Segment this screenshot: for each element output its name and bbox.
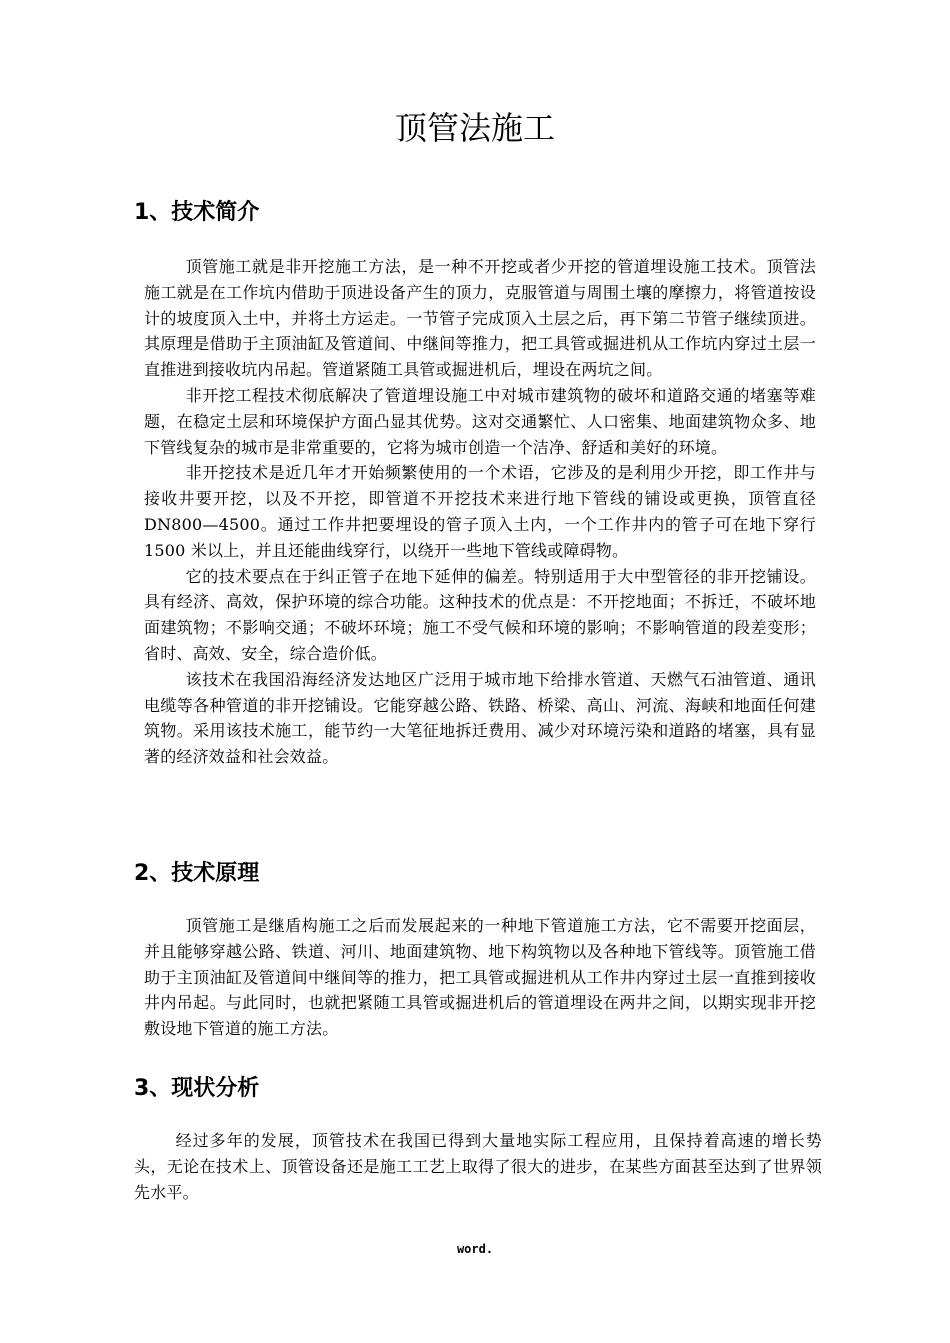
paragraph: 顶管施工就是非开挖施工方法，是一种不开挖或者少开挖的管道埋设施工技术。顶管法施工就是在工作坑内借助于顶进设备产生的顶力，克服管道与周围土壤的摩擦力，将管道按设计的坡度顶入土中，并将土方运走。一节管子完成顶入土层之后，再下第二节管子继续顶进。其原理是借助于主顶油缸及管道间、中继间等推力，把工具管或掘进机从工作坑内穿过土层一直推进到接收坑内吊起。管道紧随工具管或掘进机后，埋设在两坑之间。 <box>144 257 816 380</box>
document-title: 顶管法施工 <box>394 109 555 147</box>
paragraph: 该技术在我国沿海经济发达地区广泛用于城市地下给排水管道、天燃气石油管道、通讯电缆等各种管道的非开挖铺设。它能穿越公路、铁路、桥梁、高山、河流、海峡和地面任何建筑物。采用该技术施工，能节约一大笔征地拆迁费用、减少对环境污染和道路的堵塞，具有显著的经济效益和社会效益。 <box>144 669 816 767</box>
section-body-principle <box>144 913 816 1042</box>
paragraph: 顶管施工是继盾构施工之后而发展起来的一种地下管道施工方法，它不需要开挖面层，并且能够穿越公路、铁道、河川、地面建筑物、地下构筑物以及各种地下管线等。顶管施工借助于主顶油缸及管道间中继间等的推力，把工具管或掘进机从工作井内穿过土层一直推到接收井内吊起。与此同时，也就把紧随工具管或掘进机后的管道埋设在两井之间，以期实现非开挖敷设地下管道的施工方法。 <box>144 916 816 1039</box>
section-heading-status: 3、现状分析 <box>134 1076 260 1101</box>
paragraph: 它的技术要点在于纠正管子在地下延伸的偏差。特别适用于大中型管径的非开挖铺设。具有经济、高效，保护环境的综合功能。这种技术的优点是：不开挖地面；不拆迁，不破坏地面建筑物；不影响交通；不破坏环境；施工不受气候和环境的影响；不影响管道的段差变形；省时、高效、安全，综合造价低。 <box>144 566 816 663</box>
paragraph: 非开挖技术是近几年才开始频繁使用的一个术语，它涉及的是利用少开挖，即工作井与接收井要开挖，以及不开挖，即管道不开挖技术来进行地下管线的铺设或更换，顶管直径 DN800—4500。通过工作井把要埋设的管子顶入土内，一个工作井内的管子可在地下穿行 1500 米以上，并且还能曲线穿行，以绕开一些地下管线或障碍物。 <box>144 463 816 560</box>
section-heading-intro: 1、技术简介 <box>134 200 260 225</box>
page-footer: word. <box>456 1242 494 1256</box>
paragraph: 非开挖工程技术彻底解决了管道埋设施工中对城市建筑物的破坏和道路交通的堵塞等难题，在稳定土层和环境保护方面凸显其优势。这对交通繁忙、人口密集、地面建筑物众多、地下管线复杂的城市是非常重要的，它将为城市创造一个洁净、舒适和美好的环境。 <box>144 385 816 457</box>
section-body-intro <box>144 254 816 770</box>
section-body-status <box>134 1128 822 1205</box>
paragraph: 经过多年的发展，顶管技术在我国已得到大量地实际工程应用，且保持着高速的增长势头，无论在技术上、顶管设备还是施工工艺上取得了很大的进步，在某些方面甚至达到了世界领先水平。 <box>134 1131 822 1202</box>
section-heading-principle: 2、技术原理 <box>134 861 260 886</box>
